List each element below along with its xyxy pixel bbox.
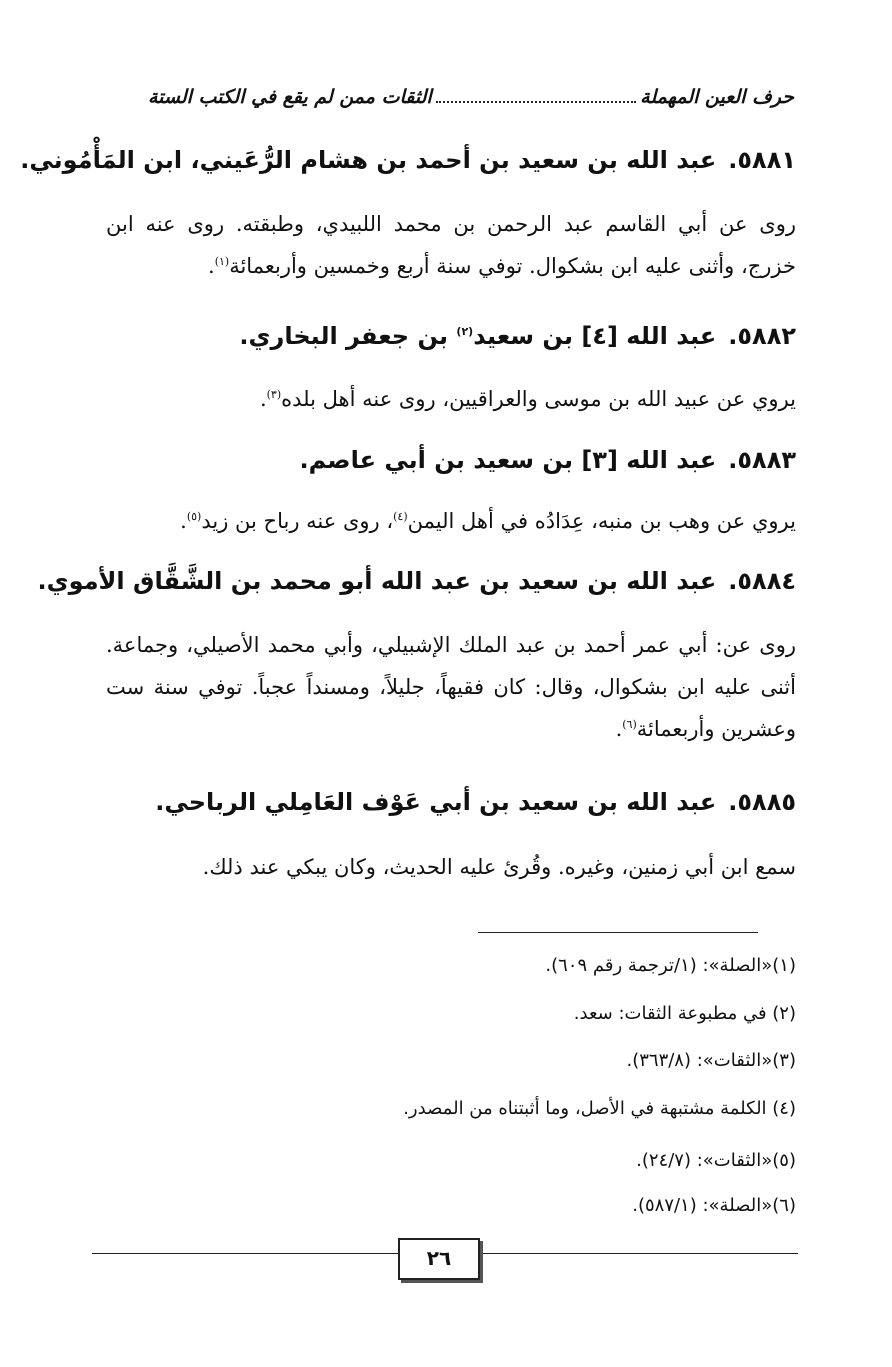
footnote-1: (١)«الصلة»: (١/ترجمة رقم ٦٠٩). — [545, 955, 796, 976]
entry-number: ٥٨٨١. — [728, 146, 796, 174]
entry-number: ٥٨٨٤. — [728, 567, 796, 595]
entry-number: ٥٨٨٥. — [728, 788, 796, 816]
entry-number: ٥٨٨٣. — [728, 446, 796, 474]
entry-title-5882: ٥٨٨٢.عبد الله [٤] بن سعيد$^{(٢)}$ بن جعفر البخاري. — [239, 322, 796, 350]
entry-name: عبد الله بن سعيد بن أحمد بن هشام الرُّعَيني، ابن المَأْمُوني. — [20, 146, 717, 174]
entry-name: عبد الله بن سعيد بن عبد الله أبو محمد بن الشَّقَّاق الأموي. — [37, 567, 717, 595]
footnote-6: (٦)«الصلة»: (٥٨٧/١). — [632, 1195, 796, 1216]
page-number: ٢٦ — [398, 1238, 480, 1280]
entry-text-5883: يروي عن وهب بن منبه، عِدَادُه في أهل اليمن$^{(٤)}$، روى عنه رباح بن زيد$^{(٥)}$. — [180, 509, 796, 533]
footnote-2: (٢) في مطبوعة الثقات: سعد. — [573, 1003, 796, 1024]
footnote-divider — [478, 932, 758, 933]
footnote-5: (٥)«الثقات»: (٢٤/٧). — [636, 1150, 796, 1171]
entry-name: عبد الله [٣] بن سعيد بن أبي عاصم. — [299, 446, 717, 474]
entry-text-5884: روى عن: أبي عمر أحمد بن عبد الملك الإشبيلي، وأبي محمد الأصيلي، وجماعة. أثنى عليه ابن بشكوال، وقال: كان فقيهاً، جليلاً، ومسنداً عجباً. توفي سنة ست وعشرين وأربعمائة$^{(٦)}$. — [106, 633, 796, 741]
header-book-title: الثقات ممن لم يقع في الكتب الستة — [148, 86, 432, 108]
entry-title-5885 — [106, 788, 796, 816]
entry-name: عبد الله بن سعيد بن أبي عَوْف العَامِلي الرباحي. — [155, 788, 717, 816]
header-section: حرف العين المهملة — [640, 86, 794, 108]
entry-text-5881: روى عن أبي القاسم عبد الرحمن بن محمد اللبيدي، وطبقته. روى عنه ابن خزرج، وأثنى عليه ابن بشكوال. توفي سنة أربع وخمسين وأربعمائة$^{(١)}$. — [106, 212, 796, 278]
footnote-4: (٤) الكلمة مشتبهة في الأصل، وما أثبتناه من المصدر. — [403, 1098, 796, 1119]
footnote-ref: (٥) — [186, 510, 202, 523]
entry-title-5883 — [106, 446, 796, 474]
footnote-3: (٣)«الثقات»: (٣٦٣/٨). — [626, 1050, 796, 1071]
footnote-ref: (٣) — [266, 388, 282, 401]
footnote-ref: (٤) — [393, 510, 408, 523]
entry-title-5884 — [37, 567, 796, 595]
entry-text-5885: سمع ابن أبي زمنين، وغيره. وقُرئ عليه الحديث، وكان يبكي عند ذلك. — [202, 855, 796, 879]
header-dots — [436, 89, 636, 103]
entry-title-5881 — [20, 146, 796, 174]
entry-number: ٥٨٨٢. — [728, 322, 796, 350]
running-header — [148, 86, 794, 108]
footnote-ref: (٦) — [622, 718, 637, 731]
footnote-ref: (٢) — [456, 325, 474, 338]
entry-text-5882: يروي عن عبيد الله بن موسى والعراقيين، روى عنه أهل بلده$^{(٣)}$. — [259, 387, 796, 411]
footnote-ref: (١) — [214, 255, 230, 268]
